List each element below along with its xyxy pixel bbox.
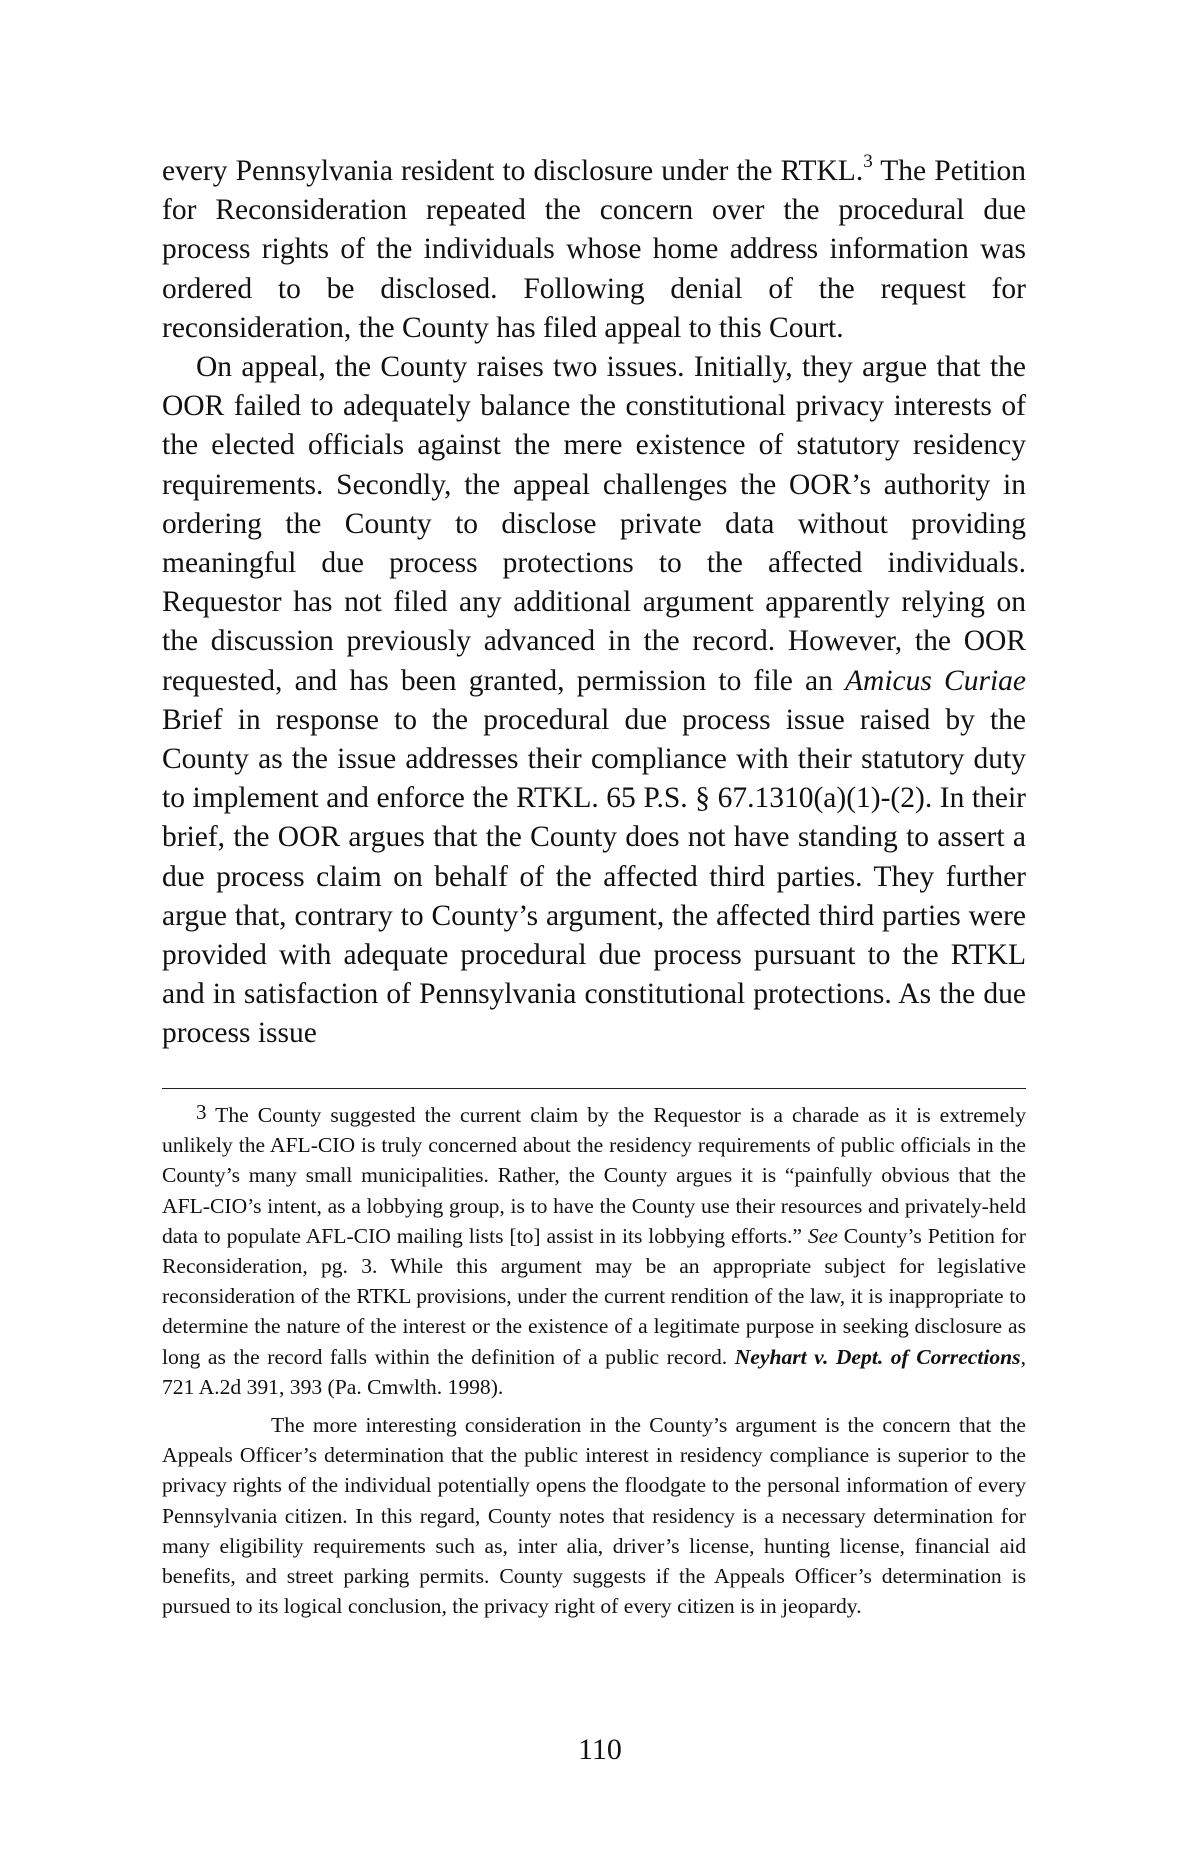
footnote-divider	[162, 1088, 1026, 1089]
paragraph-1-text-a: every Pennsylvania resident to disclosure under the RTKL.	[162, 155, 864, 187]
footnote-reference-3[interactable]: 3	[863, 151, 873, 173]
body-text	[162, 152, 1026, 1054]
body-paragraph-1	[162, 152, 1026, 348]
footnote-text-b: County’s Petition for Reconsideration, pg. 3. While this argument may be an appropriate subject for legislative reconsideration of the RTKL provisions, under the current rendition of the law, it is inappropriate to determine the nature of the interest or the existence of a legitimate purpose in seeking disclosure as long as the record falls within the definition of a public record.	[162, 1223, 1026, 1369]
body-paragraph-2	[162, 348, 1026, 1054]
paragraph-1-text-b: The Petition for Reconsideration repeated the concern over the procedural due process rights of the individuals whose home address information was ordered to be disclosed. Following denial of the request for reconsideration, the County has filed appeal to this Court.	[162, 155, 1026, 344]
footnote-3-paragraph-2: The more interesting consideration in the County’s argument is the concern that the Appeals Officer’s determination that the public interest in residency compliance is superior to the privacy rights of the individual potentially opens the floodgate to the personal information of every Pennsylvania citizen. In this regard, County notes that residency is a necessary determination for many eligibility requirements such as, inter alia, driver’s license, hunting license, financial aid benefits, and street parking permits. County suggests if the Appeals Officer’s determination is pursued to its logical conclusion, the privacy right of every citizen is in jeopardy.	[162, 1413, 1026, 1619]
page-number: 110	[578, 1733, 622, 1766]
paragraph-2-text-a: On appeal, the County raises two issues. Initially, they argue that the OOR failed to adequately balance the constitutional privacy interests of the elected officials against the mere existence of statutory residency requirements. Secondly, the appeal challenges the OOR’s authority in ordering the County to disclose private data without providing meaningful due process protections to the affected individuals. Requestor has not filed any additional argument apparently relying on the discussion previously advanced in the record. However, the OOR requested, and has been granted, permission to file an	[162, 351, 1026, 697]
paragraph-2-text-b: Brief in response to the procedural due process issue raised by the County as the issue addresses their compliance with their statutory duty to implement and enforce the RTKL. 65 P.S. § 67.1310(a)(1)-(2). In their brief, the OOR argues that the County does not have standing to assert a due process claim on behalf of the affected third parties. They further argue that, contrary to County’s argument, the affected third parties were provided with adequate procedural due process pursuant to the RTKL and in satisfaction of Pennsylvania constitutional protections. As the due process issue	[162, 703, 1026, 1050]
amicus-curiae-italic: Amicus Curiae	[845, 664, 1027, 697]
footnote-text-a: The County suggested the current claim by the Requestor is a charade as it is extremely unlikely the AFL-CIO is truly concerned about the residency requirements of public officials in the County’s many small municipalities. Rather, the County argues it is “painfully obvious that the AFL-CIO’s intent, as a lobbying group, is to have the County use their resources and privately-held data to populate AFL-CIO mailing lists [to] assist in its lobbying efforts.”	[162, 1103, 1026, 1248]
footnote-number: 3	[196, 1100, 207, 1124]
footnote-section	[162, 1100, 1026, 1621]
footnote-3-paragraph-1	[162, 1100, 1026, 1402]
case-name: Neyhart v. Dept. of Corrections	[734, 1344, 1021, 1369]
case-citation: , 721 A.2d 391, 393 (Pa. Cmwlth. 1998).	[162, 1344, 1026, 1399]
see-signal: See	[807, 1223, 838, 1248]
